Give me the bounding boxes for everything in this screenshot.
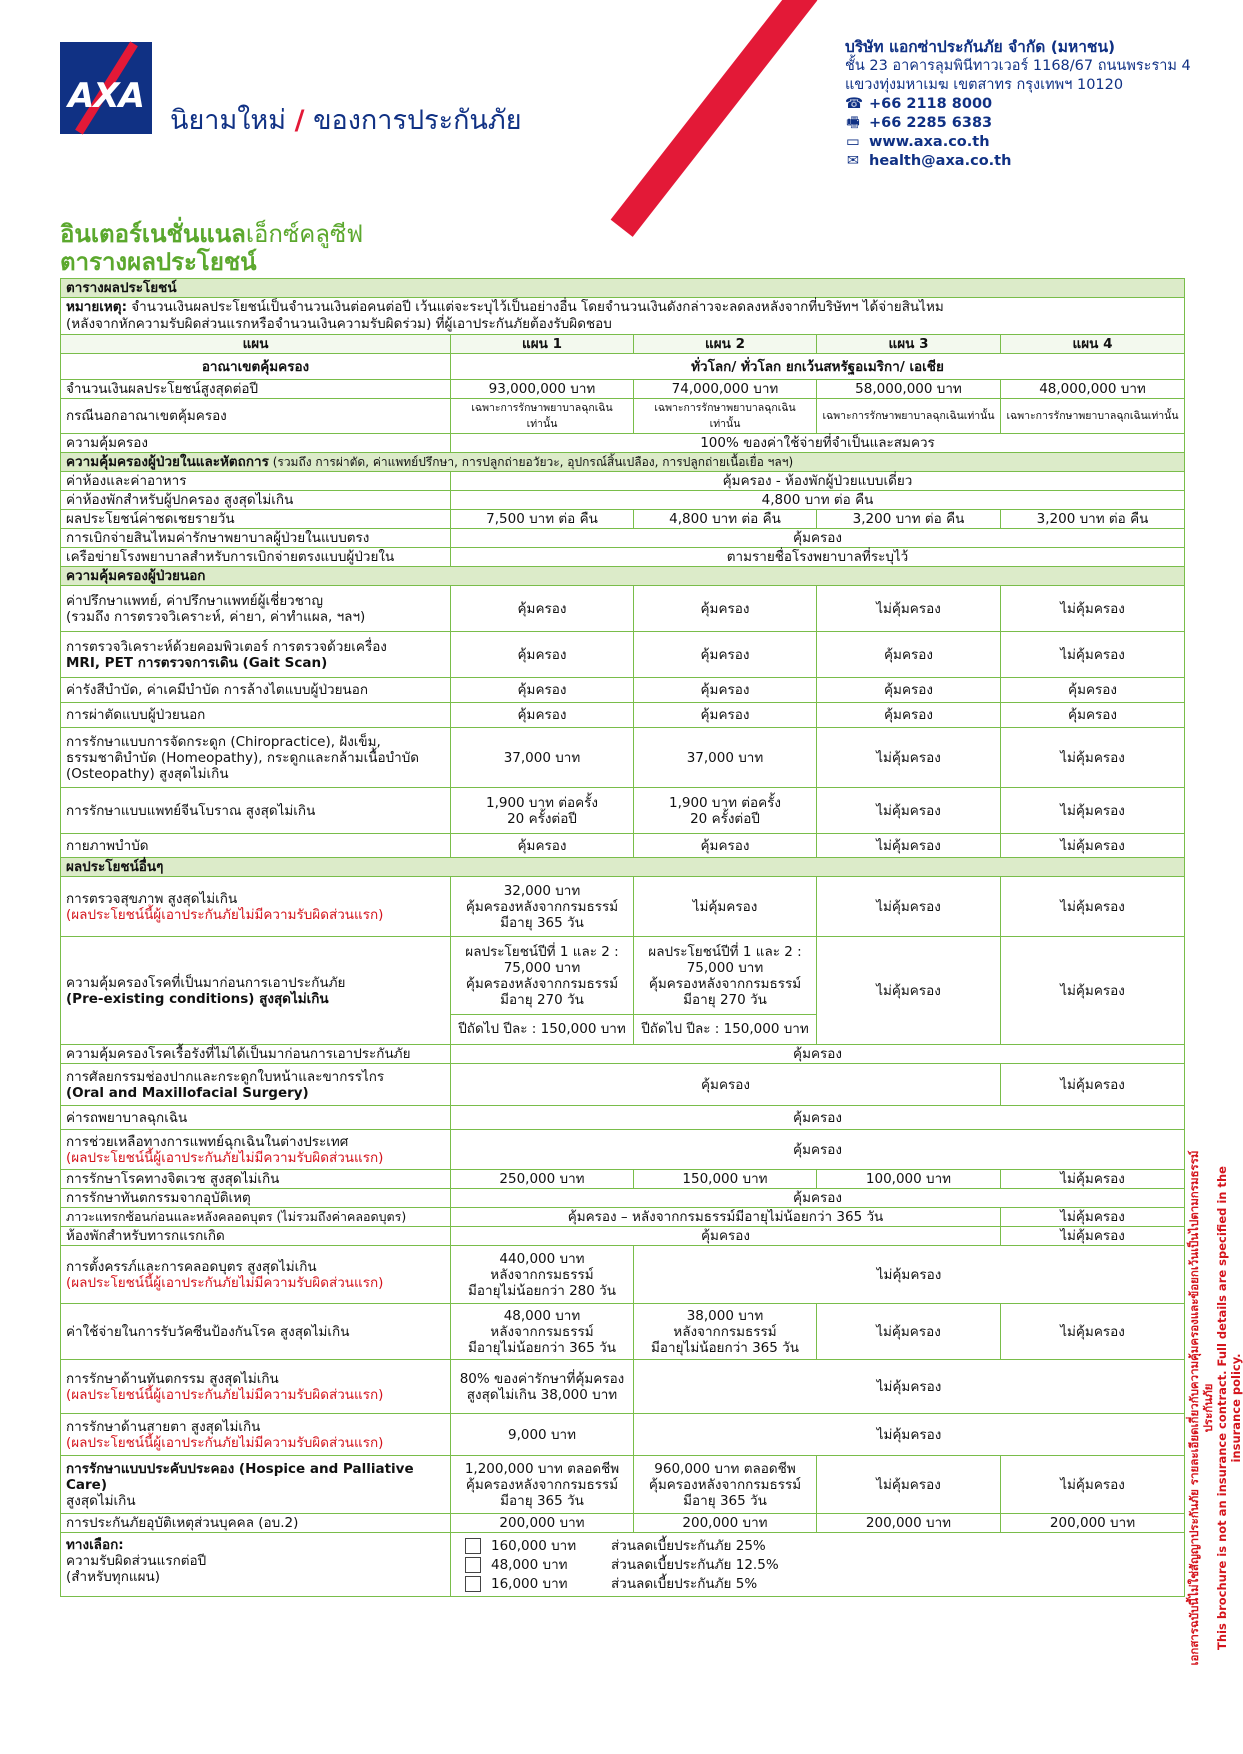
- guardian-label: ค่าห้องพักสำหรับผู้ปกครอง สูงสุดไม่เกิน: [61, 491, 451, 510]
- chemo-label: ค่ารังสีบำบัด, ค่าเคมีบำบัด การล้างไตแบบผู้ป่วยนอก: [61, 678, 451, 703]
- physio-plan3: ไม่คุ้มครอง: [817, 834, 1001, 858]
- ambulance-label: ค่ารถพยาบาลฉุกเฉิน: [61, 1106, 451, 1130]
- checkup-plan2: ไม่คุ้มครอง: [634, 877, 817, 937]
- physio-row: [61, 834, 1185, 858]
- hospice-plan4: ไม่คุ้มครอง: [1001, 1456, 1185, 1514]
- newborn-plan4: ไม่คุ้มครอง: [1001, 1227, 1185, 1246]
- maternity-label: [61, 1246, 451, 1304]
- oral-surgery-row: [61, 1064, 1185, 1106]
- accident-dental-label: การรักษาทันตกรรมจากอุบัติเหตุ: [61, 1189, 451, 1208]
- consult-label: [61, 586, 451, 632]
- option-amount: 48,000 บาท: [491, 1556, 568, 1573]
- logo-text: AXA: [68, 76, 144, 116]
- hospice-plan1-amount: 1,200,000 บาท ตลอดชีพ: [464, 1460, 620, 1477]
- preexisting-plan3: ไม่คุ้มครอง: [817, 937, 1001, 1045]
- preexisting-plan1-cond1: คุ้มครองหลังจากกรมธรรม์: [465, 975, 619, 992]
- preexisting-plan1-later-years: ปีถัดไป ปีละ : 150,000 บาท: [451, 1014, 633, 1039]
- dental-plans234: ไม่คุ้มครอง: [634, 1360, 1185, 1414]
- consult-plan1: คุ้มครอง: [451, 586, 634, 632]
- maternity-no-deductible-note: (ผลประโยชน์นี้ผู้เอาประกันภัยไม่มีความรับผิดส่วนแรก): [66, 1274, 384, 1291]
- personal-accident-plan3: 200,000 บาท: [817, 1514, 1001, 1533]
- dental-plan1-line2: สูงสุดไม่เกิน 38,000 บาท: [466, 1386, 618, 1403]
- vaccine-plan2-cond2: มีอายุไม่น้อยกว่า 365 วัน: [651, 1339, 799, 1356]
- psychiatric-row: [61, 1170, 1185, 1189]
- preexisting-plan1: [451, 937, 634, 1045]
- vaccine-row: [61, 1304, 1185, 1360]
- consult-plan2: คุ้มครอง: [634, 586, 817, 632]
- side-disclaimer-text: [1187, 1138, 1243, 1678]
- checkup-plan1-cond1: คุ้มครองหลังจากกรมธรรม์: [465, 898, 619, 915]
- table-section-row: [61, 453, 1185, 472]
- evacuation-no-deductible-note: (ผลประโยชน์นี้ผู้เอาประกันภัยไม่มีความรับผิดส่วนแรก): [66, 1149, 384, 1166]
- company-contact-block: [845, 38, 1191, 171]
- section-inpatient-detail: (รวมถึง การผ่าตัด, ค่าแพทย์ปรึกษา, การปลูกถ่ายอวัยวะ, อุปกรณ์สิ้นเปลือง, การปลูกถ่ายเนื้อเยื่อ ฯลฯ): [268, 455, 794, 469]
- daily-cash-label: ผลประโยชน์ค่าชดเชยรายวัน: [61, 510, 451, 529]
- tcm-plan2: [634, 788, 817, 834]
- mri-plan4: ไม่คุ้มครอง: [1001, 632, 1185, 678]
- dental-plan1-line1: 80% ของค่ารักษาที่คุ้มครอง: [459, 1370, 625, 1387]
- side-disclaimer-english: This brochure is not an insurance contract. Full details are specified in the insurance policy.: [1215, 1166, 1243, 1650]
- hospice-plan3: ไม่คุ้มครอง: [817, 1456, 1001, 1514]
- preexisting-label: [61, 937, 451, 1045]
- oral-surgery-plan4: ไม่คุ้มครอง: [1001, 1064, 1185, 1106]
- deductible-option-3[interactable]: [465, 1574, 1170, 1593]
- ambulance-row: [61, 1106, 1185, 1130]
- pregnancy-complication-plan4: ไม่คุ้มครอง: [1001, 1208, 1185, 1227]
- vaccine-plan1-cond2: มีอายุไม่น้อยกว่า 365 วัน: [468, 1339, 616, 1356]
- company-email-link[interactable]: health@axa.co.th: [869, 153, 1012, 169]
- preexisting-plan2-amount: 75,000 บาท: [686, 959, 764, 976]
- chiro-plan2: 37,000 บาท: [634, 728, 817, 788]
- chronic-value: คุ้มครอง: [451, 1045, 1185, 1064]
- company-web-link[interactable]: www.axa.co.th: [869, 134, 990, 150]
- deductible-option-1[interactable]: [465, 1536, 1170, 1555]
- mri-label-line2: MRI, PET การตรวจการเดิน (Gait Scan): [66, 654, 328, 671]
- slogan-part2: ของการประกันภัย: [313, 105, 522, 136]
- note-text: จำนวนเงินผลประโยชน์เป็นจำนวนเงินต่อคนต่อปี เว้นแต่จะระบุไว้เป็นอย่างอื่น โดยจำนวนเงินดังกล่าวจะลดลงหลังจากที่บริษัทฯ ได้จ่ายสินไหม: [126, 299, 944, 315]
- chemo-row: [61, 678, 1185, 703]
- checkup-plan4: ไม่คุ้มครอง: [1001, 877, 1185, 937]
- tcm-row: [61, 788, 1185, 834]
- optical-row: [61, 1414, 1185, 1456]
- preexisting-plan2-cond1: คุ้มครองหลังจากกรมธรรม์: [648, 975, 802, 992]
- option-discount: ส่วนลดเบี้ยประกันภัย 25%: [611, 1537, 766, 1554]
- checkup-plan3: ไม่คุ้มครอง: [817, 877, 1001, 937]
- maternity-plan1-cond2: มีอายุไม่น้อยกว่า 280 วัน: [468, 1282, 616, 1299]
- mri-plan2: คุ้มครอง: [634, 632, 817, 678]
- outside-area-plan4: เฉพาะการรักษาพยาบาลฉุกเฉินเท่านั้น: [1001, 399, 1185, 434]
- option-amount: 16,000 บาท: [491, 1575, 568, 1592]
- checkbox[interactable]: [465, 1538, 481, 1554]
- daily-cash-row: [61, 510, 1185, 529]
- personal-accident-row: [61, 1514, 1185, 1533]
- slogan-part1: นิยามใหม่: [170, 105, 287, 136]
- preexisting-plan2-year12: ผลประโยชน์ปีที่ 1 และ 2 :: [648, 943, 802, 960]
- tcm-plan1-line2: 20 ครั้งต่อปี: [507, 810, 577, 827]
- tcm-plan3: ไม่คุ้มครอง: [817, 788, 1001, 834]
- preexisting-plan2: [634, 937, 817, 1045]
- section-inpatient-title: ความคุ้มครองผู้ป่วยในและหัตถการ: [66, 454, 269, 470]
- preexisting-plan2-cond2: มีอายุ 270 วัน: [683, 991, 767, 1008]
- checkbox[interactable]: [465, 1576, 481, 1592]
- option-amount: 160,000 บาท: [491, 1537, 577, 1554]
- plan-3-header: แผน 3: [817, 335, 1001, 354]
- preexisting-plan1-amount: 75,000 บาท: [503, 959, 581, 976]
- envelope-icon: ✉: [846, 153, 860, 169]
- mri-plan3: คุ้มครอง: [817, 632, 1001, 678]
- tcm-label: การรักษาแบบแพทย์จีนโบราณ สูงสุดไม่เกิน: [61, 788, 451, 834]
- company-phone: [845, 95, 1191, 114]
- deductible-options: [451, 1533, 1185, 1597]
- mri-plan1: คุ้มครอง: [451, 632, 634, 678]
- area-row: [61, 354, 1185, 380]
- company-fax-value: +66 2285 6383: [869, 115, 993, 131]
- hospice-label-line2: สูงสุดไม่เกิน: [66, 1492, 136, 1509]
- room-value: คุ้มครอง - ห้องพักผู้ป่วยแบบเดี่ยว: [451, 472, 1185, 491]
- company-phone-value: +66 2118 8000: [869, 96, 993, 112]
- psychiatric-plan1: 250,000 บาท: [451, 1170, 634, 1189]
- vaccine-plan4: ไม่คุ้มครอง: [1001, 1304, 1185, 1360]
- table-section-row: [61, 567, 1185, 586]
- hospice-plan1-cond1: คุ้มครองหลังจากกรมธรรม์: [465, 1476, 619, 1493]
- dental-no-deductible-note: (ผลประโยชน์นี้ผู้เอาประกันภัยไม่มีความรับผิดส่วนแรก): [66, 1386, 384, 1403]
- physio-plan1: คุ้มครอง: [451, 834, 634, 858]
- hospice-label: [61, 1456, 451, 1514]
- side-disclaimer: [1187, 1110, 1243, 1670]
- chiro-label-line2: ธรรมชาติบำบัด (Homeopathy), กระดูกและกล้ามเนื้อบำบัด: [66, 749, 420, 766]
- oral-surgery-label: [61, 1064, 451, 1106]
- op-surgery-plan3: คุ้มครอง: [817, 703, 1001, 728]
- deductible-option-2[interactable]: [465, 1555, 1170, 1574]
- vaccine-plan1: [451, 1304, 634, 1360]
- consult-label-line2: (รวมถึง การตรวจวิเคราะห์, ค่ายา, ค่าทำแผล, ฯลฯ): [66, 608, 366, 625]
- hospice-label-line1: การรักษาแบบประคับประคอง (Hospice and Palliative Care): [66, 1460, 414, 1493]
- option-discount: ส่วนลดเบี้ยประกันภัย 5%: [611, 1575, 758, 1592]
- consult-row: [61, 586, 1185, 632]
- coverage-row: [61, 434, 1185, 453]
- accident-dental-row: [61, 1189, 1185, 1208]
- psychiatric-plan2: 150,000 บาท: [634, 1170, 817, 1189]
- consult-label-line1: ค่าปรึกษาแพทย์, ค่าปรึกษาแพทย์ผู้เชี่ยวชาญ: [66, 592, 323, 609]
- consult-plan3: ไม่คุ้มครอง: [817, 586, 1001, 632]
- pregnancy-complication-value: คุ้มครอง – หลังจากกรมธรรม์มีอายุไม่น้อยกว่า 365 วัน: [451, 1208, 1001, 1227]
- dental-label-main: การรักษาด้านทันตกรรม สูงสุดไม่เกิน: [66, 1370, 279, 1387]
- chiro-label-line3: (Osteopathy) สูงสุดไม่เกิน: [66, 765, 229, 782]
- tcm-plan2-line1: 1,900 บาท ต่อครั้ง: [668, 794, 782, 811]
- psychiatric-label: การรักษาโรคทางจิตเวช สูงสุดไม่เกิน: [61, 1170, 451, 1189]
- axa-logo: [60, 42, 152, 134]
- vaccine-plan2-amount: 38,000 บาท: [686, 1307, 764, 1324]
- area-label: อาณาเขตคุ้มครอง: [61, 354, 451, 380]
- deductible-options-label: [61, 1533, 451, 1597]
- plan-4-header: แผน 4: [1001, 335, 1185, 354]
- optical-label-main: การรักษาด้านสายตา สูงสุดไม่เกิน: [66, 1418, 261, 1435]
- hospice-plan2-amount: 960,000 บาท ตลอดชีพ: [654, 1460, 796, 1477]
- company-name: บริษัท แอกซ่าประกันภัย จำกัด (มหาชน): [845, 38, 1116, 56]
- dental-row: [61, 1360, 1185, 1414]
- physio-label: กายภาพบำบัด: [61, 834, 451, 858]
- chemo-plan1: คุ้มครอง: [451, 678, 634, 703]
- table-section-row: [61, 279, 1185, 298]
- chiro-plan3: ไม่คุ้มครอง: [817, 728, 1001, 788]
- outside-area-plan1: เฉพาะการรักษาพยาบาลฉุกเฉินเท่านั้น: [451, 399, 634, 434]
- max-benefit-row: [61, 380, 1185, 399]
- section-other: ผลประโยชน์อื่นๆ: [61, 858, 1185, 877]
- chiro-plan1: 37,000 บาท: [451, 728, 634, 788]
- max-benefit-plan4: 48,000,000 บาท: [1001, 380, 1185, 399]
- evacuation-row: [61, 1130, 1185, 1170]
- personal-accident-plan2: 200,000 บาท: [634, 1514, 817, 1533]
- vaccine-plan1-cond1: หลังจากกรมธรรม์: [490, 1323, 594, 1340]
- hospice-plan2-cond2: มีอายุ 365 วัน: [683, 1492, 767, 1509]
- chiro-plan4: ไม่คุ้มครอง: [1001, 728, 1185, 788]
- network-value: ตามรายชื่อโรงพยาบาลที่ระบุไว้: [451, 548, 1185, 567]
- area-value: ทั่วโลก/ ทั่วโลก ยกเว้นสหรัฐอเมริกา/ เอเชีย: [451, 354, 1185, 380]
- optical-label: [61, 1414, 451, 1456]
- maternity-plan1-cond1: หลังจากกรมธรรม์: [490, 1266, 594, 1283]
- vaccine-label: ค่าใช้จ่ายในการรับวัคซีนป้องกันโรค สูงสุดไม่เกิน: [61, 1304, 451, 1360]
- checkup-label-main: การตรวจสุขภาพ สูงสุดไม่เกิน: [66, 890, 238, 907]
- company-address-line2: แขวงทุ่งมหาเมฆ เขตสาทร กรุงเทพฯ 10120: [845, 77, 1124, 93]
- consult-plan4: ไม่คุ้มครอง: [1001, 586, 1185, 632]
- slogan: [170, 98, 522, 141]
- psychiatric-plan4: ไม่คุ้มครอง: [1001, 1170, 1185, 1189]
- preexisting-label-line2: (Pre-existing conditions) สูงสุดไม่เกิน: [66, 990, 329, 1007]
- coverage-value: 100% ของค่าใช้จ่ายที่จำเป็นและสมควร: [451, 434, 1185, 453]
- dental-label: [61, 1360, 451, 1414]
- network-label: เครือข่ายโรงพยาบาลสำหรับการเบิกจ่ายตรงแบบผู้ป่วยใน: [61, 548, 451, 567]
- evacuation-label-main: การช่วยเหลือทางการแพทย์ฉุกเฉินในต่างประเทศ: [66, 1133, 349, 1150]
- evacuation-value: คุ้มครอง: [451, 1130, 1185, 1170]
- daily-cash-plan2: 4,800 บาท ต่อ คืน: [634, 510, 817, 529]
- preexisting-row: [61, 937, 1185, 1045]
- company-address-line1: ชั้น 23 อาคารลุมพินีทาวเวอร์ 1168/67 ถนนพระราม 4: [845, 58, 1191, 74]
- guardian-row: [61, 491, 1185, 510]
- daily-cash-plan4: 3,200 บาท ต่อ คืน: [1001, 510, 1185, 529]
- psychiatric-plan3: 100,000 บาท: [817, 1170, 1001, 1189]
- physio-plan4: ไม่คุ้มครอง: [1001, 834, 1185, 858]
- direct-billing-value: คุ้มครอง: [451, 529, 1185, 548]
- side-disclaimer-thai: เอกสารฉบับนี้ไม่ใช่สัญญาประกันภัย รายละเอียดเกี่ยวกับความคุ้มครองและข้อยกเว้นเป็นไปตามกรมธรรม์ประกันภัย: [1187, 1150, 1215, 1666]
- ambulance-value: คุ้มครอง: [451, 1106, 1185, 1130]
- hospice-plan1-cond2: มีอายุ 365 วัน: [500, 1492, 584, 1509]
- direct-billing-row: [61, 529, 1185, 548]
- newborn-value: คุ้มครอง: [451, 1227, 1001, 1246]
- maternity-plan1-amount: 440,000 บาท: [499, 1250, 585, 1267]
- tcm-plan4: ไม่คุ้มครอง: [1001, 788, 1185, 834]
- outside-area-plan2: เฉพาะการรักษาพยาบาลฉุกเฉินเท่านั้น: [634, 399, 817, 434]
- section-benefits: ตารางผลประโยชน์: [61, 279, 1185, 298]
- phone-icon: ☎: [845, 96, 864, 112]
- oral-surgery-plans123: คุ้มครอง: [451, 1064, 1001, 1106]
- chemo-plan3: คุ้มครอง: [817, 678, 1001, 703]
- daily-cash-plan1: 7,500 บาท ต่อ คืน: [451, 510, 634, 529]
- checkup-plan1: [451, 877, 634, 937]
- oral-surgery-label-line2: (Oral and Maxillofacial Surgery): [66, 1084, 309, 1101]
- mri-row: [61, 632, 1185, 678]
- guardian-value: 4,800 บาท ต่อ คืน: [451, 491, 1185, 510]
- options-title: ทางเลือก:: [66, 1537, 124, 1553]
- chiro-label: [61, 728, 451, 788]
- pregnancy-complication-label: ภาวะแทรกซ้อนก่อนและหลังคลอดบุตร (ไม่รวมถึงค่าคลอดบุตร): [61, 1208, 451, 1227]
- preexisting-plan1-year12: ผลประโยชน์ปีที่ 1 และ 2 :: [465, 943, 619, 960]
- max-benefit-label: จำนวนเงินผลประโยชน์สูงสุดต่อปี: [61, 380, 451, 399]
- preexisting-plan2-later-years: ปีถัดไป ปีละ : 150,000 บาท: [634, 1014, 816, 1039]
- hospice-row: [61, 1456, 1185, 1514]
- vaccine-plan1-amount: 48,000 บาท: [503, 1307, 581, 1324]
- checkbox[interactable]: [465, 1557, 481, 1573]
- max-benefit-plan1: 93,000,000 บาท: [451, 380, 634, 399]
- maternity-plan1: [451, 1246, 634, 1304]
- tcm-plan1: [451, 788, 634, 834]
- pregnancy-complication-row: [61, 1208, 1185, 1227]
- network-row: [61, 548, 1185, 567]
- max-benefit-plan3: 58,000,000 บาท: [817, 380, 1001, 399]
- chronic-label: ความคุ้มครองโรคเรื้อรังที่ไม่ได้เป็นมาก่อนการเอาประกันภัย: [61, 1045, 451, 1064]
- slogan-slash: /: [294, 105, 305, 136]
- benefit-table: [60, 278, 1185, 1597]
- chiro-row: [61, 728, 1185, 788]
- title-product-thin: เอ็กซ์คลูซีฟ: [245, 220, 364, 248]
- optical-plan1: 9,000 บาท: [451, 1414, 634, 1456]
- company-email[interactable]: [845, 152, 1191, 171]
- title-benefit-table: ตารางผลประโยชน์: [60, 248, 257, 276]
- preexisting-label-line1: ความคุ้มครองโรคที่เป็นมาก่อนการเอาประกันภัย: [66, 974, 346, 991]
- title-product-bold: อินเตอร์เนชั่นแนล: [60, 220, 246, 248]
- op-surgery-plan2: คุ้มครอง: [634, 703, 817, 728]
- section-inpatient: [61, 453, 1185, 472]
- tcm-plan2-line2: 20 ครั้งต่อปี: [690, 810, 760, 827]
- outside-area-plan3: เฉพาะการรักษาพยาบาลฉุกเฉินเท่านั้น: [817, 399, 1001, 434]
- note-label: หมายเหตุ:: [66, 299, 127, 315]
- hospice-plan1: [451, 1456, 634, 1514]
- hospice-plan2: [634, 1456, 817, 1514]
- plan-header-row: [61, 335, 1185, 354]
- daily-cash-plan3: 3,200 บาท ต่อ คืน: [817, 510, 1001, 529]
- outside-area-row: [61, 399, 1185, 434]
- chemo-plan4: คุ้มครอง: [1001, 678, 1185, 703]
- plan-2-header: แผน 2: [634, 335, 817, 354]
- room-label: ค่าห้องและค่าอาหาร: [61, 472, 451, 491]
- room-row: [61, 472, 1185, 491]
- checkup-row: [61, 877, 1185, 937]
- oral-surgery-label-line1: การศัลยกรรมช่องปากและกระดูกใบหน้าและขากรรไกร: [66, 1068, 385, 1085]
- company-web[interactable]: [845, 133, 1191, 152]
- op-surgery-plan4: คุ้มครอง: [1001, 703, 1185, 728]
- vaccine-plan2-cond1: หลังจากกรมธรรม์: [673, 1323, 777, 1340]
- dental-plan1: [451, 1360, 634, 1414]
- maternity-row: [61, 1246, 1185, 1304]
- section-outpatient: ความคุ้มครองผู้ป่วยนอก: [61, 567, 1185, 586]
- newborn-row: [61, 1227, 1185, 1246]
- tcm-plan1-line1: 1,900 บาท ต่อครั้ง: [485, 794, 599, 811]
- personal-accident-plan4: 200,000 บาท: [1001, 1514, 1185, 1533]
- max-benefit-plan2: 74,000,000 บาท: [634, 380, 817, 399]
- hospice-plan2-cond1: คุ้มครองหลังจากกรมธรรม์: [648, 1476, 802, 1493]
- physio-plan2: คุ้มครอง: [634, 834, 817, 858]
- direct-billing-label: การเบิกจ่ายสินไหมค่ารักษาพยาบาลผู้ป่วยในแบบตรง: [61, 529, 451, 548]
- decorative-red-stripe: [611, 0, 818, 237]
- optical-plans234: ไม่คุ้มครอง: [634, 1414, 1185, 1456]
- deductible-options-row: [61, 1533, 1185, 1597]
- option-discount: ส่วนลดเบี้ยประกันภัย 12.5%: [611, 1556, 779, 1573]
- plan-1-header: แผน 1: [451, 335, 634, 354]
- note-row: [61, 298, 1185, 335]
- chemo-plan2: คุ้มครอง: [634, 678, 817, 703]
- accident-dental-value: คุ้มครอง: [451, 1189, 1185, 1208]
- checkup-no-deductible-note: (ผลประโยชน์นี้ผู้เอาประกันภัยไม่มีความรับผิดส่วนแรก): [66, 906, 384, 923]
- optical-no-deductible-note: (ผลประโยชน์นี้ผู้เอาประกันภัยไม่มีความรับผิดส่วนแรก): [66, 1434, 384, 1451]
- newborn-label: ห้องพักสำหรับทารกแรกเกิด: [61, 1227, 451, 1246]
- options-note: (สำหรับทุกแผน): [66, 1569, 160, 1585]
- chronic-row: [61, 1045, 1185, 1064]
- preexisting-plan4: ไม่คุ้มครอง: [1001, 937, 1185, 1045]
- personal-accident-plan1: 200,000 บาท: [451, 1514, 634, 1533]
- table-section-row: [61, 858, 1185, 877]
- checkup-plan1-cond2: มีอายุ 365 วัน: [500, 914, 584, 931]
- checkup-plan1-amount: 32,000 บาท: [503, 882, 581, 899]
- mri-label: [61, 632, 451, 678]
- mri-label-line1: การตรวจวิเคราะห์ด้วยคอมพิวเตอร์ การตรวจด้วยเครื่อง: [66, 638, 387, 655]
- page-title: [60, 220, 363, 276]
- maternity-label-main: การตั้งครรภ์และการคลอดบุตร สูงสุดไม่เกิน: [66, 1258, 317, 1275]
- maternity-plans234: ไม่คุ้มครอง: [634, 1246, 1185, 1304]
- note-text2: (หลังจากหักความรับผิดส่วนแรกหรือจำนวนเงินความรับผิดร่วม) ที่ผู้เอาประกันภัยต้องรับผิดชอบ: [66, 316, 612, 332]
- chiro-label-line1: การรักษาแบบการจัดกระดูก (Chiropractice), ฝังเข็ม,: [66, 733, 381, 750]
- outside-area-label: กรณีนอกอาณาเขตคุ้มครอง: [61, 399, 451, 434]
- op-surgery-row: [61, 703, 1185, 728]
- op-surgery-plan1: คุ้มครอง: [451, 703, 634, 728]
- op-surgery-label: การผ่าตัดแบบผู้ป่วยนอก: [61, 703, 451, 728]
- company-fax: [845, 114, 1191, 133]
- preexisting-plan1-cond2: มีอายุ 270 วัน: [500, 991, 584, 1008]
- vaccine-plan3: ไม่คุ้มครอง: [817, 1304, 1001, 1360]
- evacuation-label: [61, 1130, 451, 1170]
- vaccine-plan2: [634, 1304, 817, 1360]
- fax-icon: 🖷: [846, 115, 860, 131]
- checkup-label: [61, 877, 451, 937]
- options-subtitle: ความรับผิดส่วนแรกต่อปี: [66, 1553, 207, 1569]
- personal-accident-label: การประกันภัยอุบัติเหตุส่วนบุคคล (อบ.2): [61, 1514, 451, 1533]
- plan-header: แผน: [61, 335, 451, 354]
- computer-icon: ▭: [846, 134, 860, 150]
- coverage-label: ความคุ้มครอง: [61, 434, 451, 453]
